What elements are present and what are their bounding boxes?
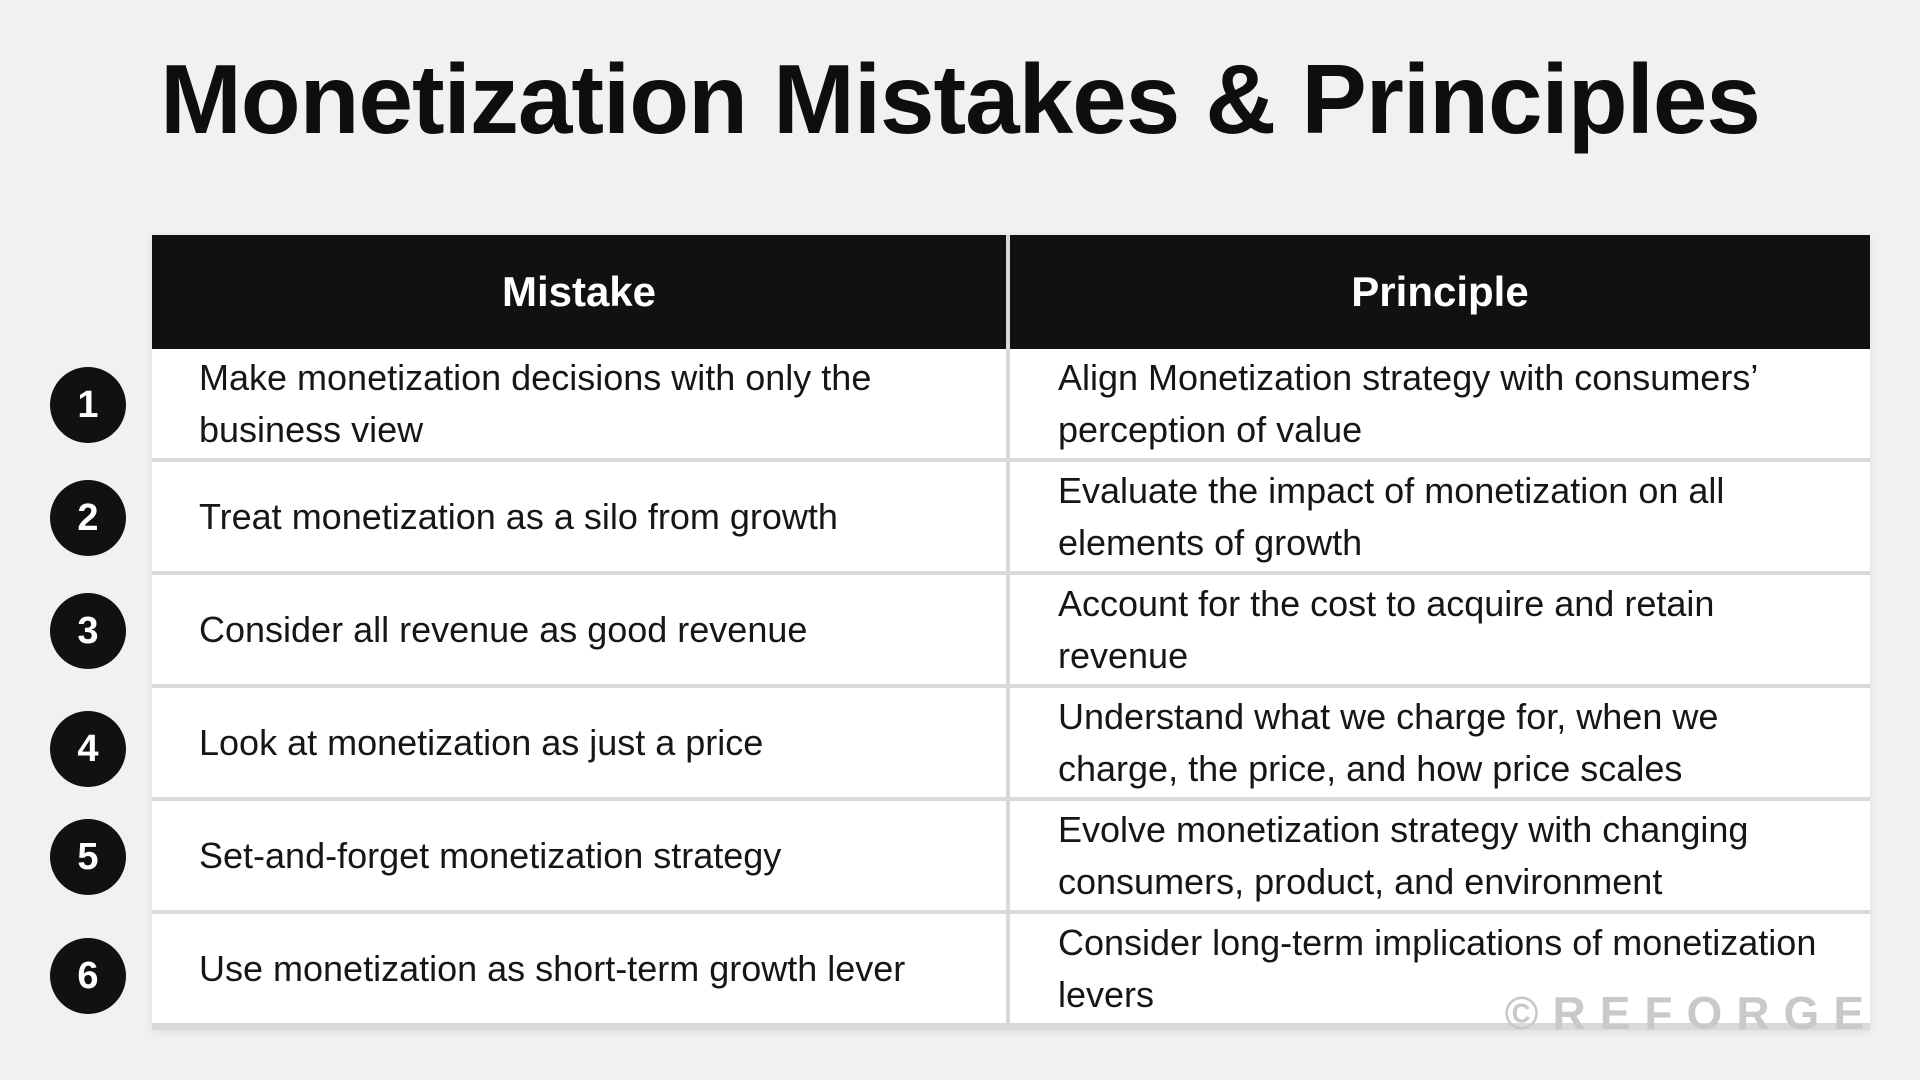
page-title: Monetization Mistakes & Principles	[160, 44, 1760, 154]
number-badge: 1	[50, 367, 126, 443]
principle-cell: Understand what we charge for, when we charge, the price, and how price scales	[1010, 688, 1870, 797]
table-row	[152, 688, 1870, 797]
principle-cell: Consider long-term implications of monetization levers	[1010, 914, 1870, 1023]
number-badge: 3	[50, 593, 126, 669]
number-badge: 2	[50, 480, 126, 556]
number-badge: 4	[50, 711, 126, 787]
mistakes-principles-table	[152, 235, 1870, 1030]
principle-cell: Align Monetization strategy with consumers’ perception of value	[1010, 349, 1870, 458]
principle-cell: Account for the cost to acquire and retain revenue	[1010, 575, 1870, 684]
mistake-cell: Look at monetization as just a price	[152, 688, 1006, 797]
principle-column-header: Principle	[1010, 235, 1870, 349]
mistake-cell: Make monetization decisions with only the business view	[152, 349, 1006, 458]
mistake-column-header: Mistake	[152, 235, 1006, 349]
principle-cell: Evaluate the impact of monetization on all elements of growth	[1010, 462, 1870, 571]
mistake-cell: Consider all revenue as good revenue	[152, 575, 1006, 684]
mistake-cell: Use monetization as short-term growth lever	[152, 914, 1006, 1023]
mistake-cell: Set-and-forget monetization strategy	[152, 801, 1006, 910]
reforge-watermark: ©REFORGE	[1504, 987, 1878, 1039]
number-badge: 6	[50, 938, 126, 1014]
table-row	[152, 462, 1870, 571]
table-row	[152, 349, 1870, 458]
table-row	[152, 801, 1870, 910]
table-header	[152, 235, 1870, 349]
table-row	[152, 575, 1870, 684]
principle-cell: Evolve monetization strategy with changing consumers, product, and environment	[1010, 801, 1870, 910]
number-badge: 5	[50, 819, 126, 895]
mistake-cell: Treat monetization as a silo from growth	[152, 462, 1006, 571]
